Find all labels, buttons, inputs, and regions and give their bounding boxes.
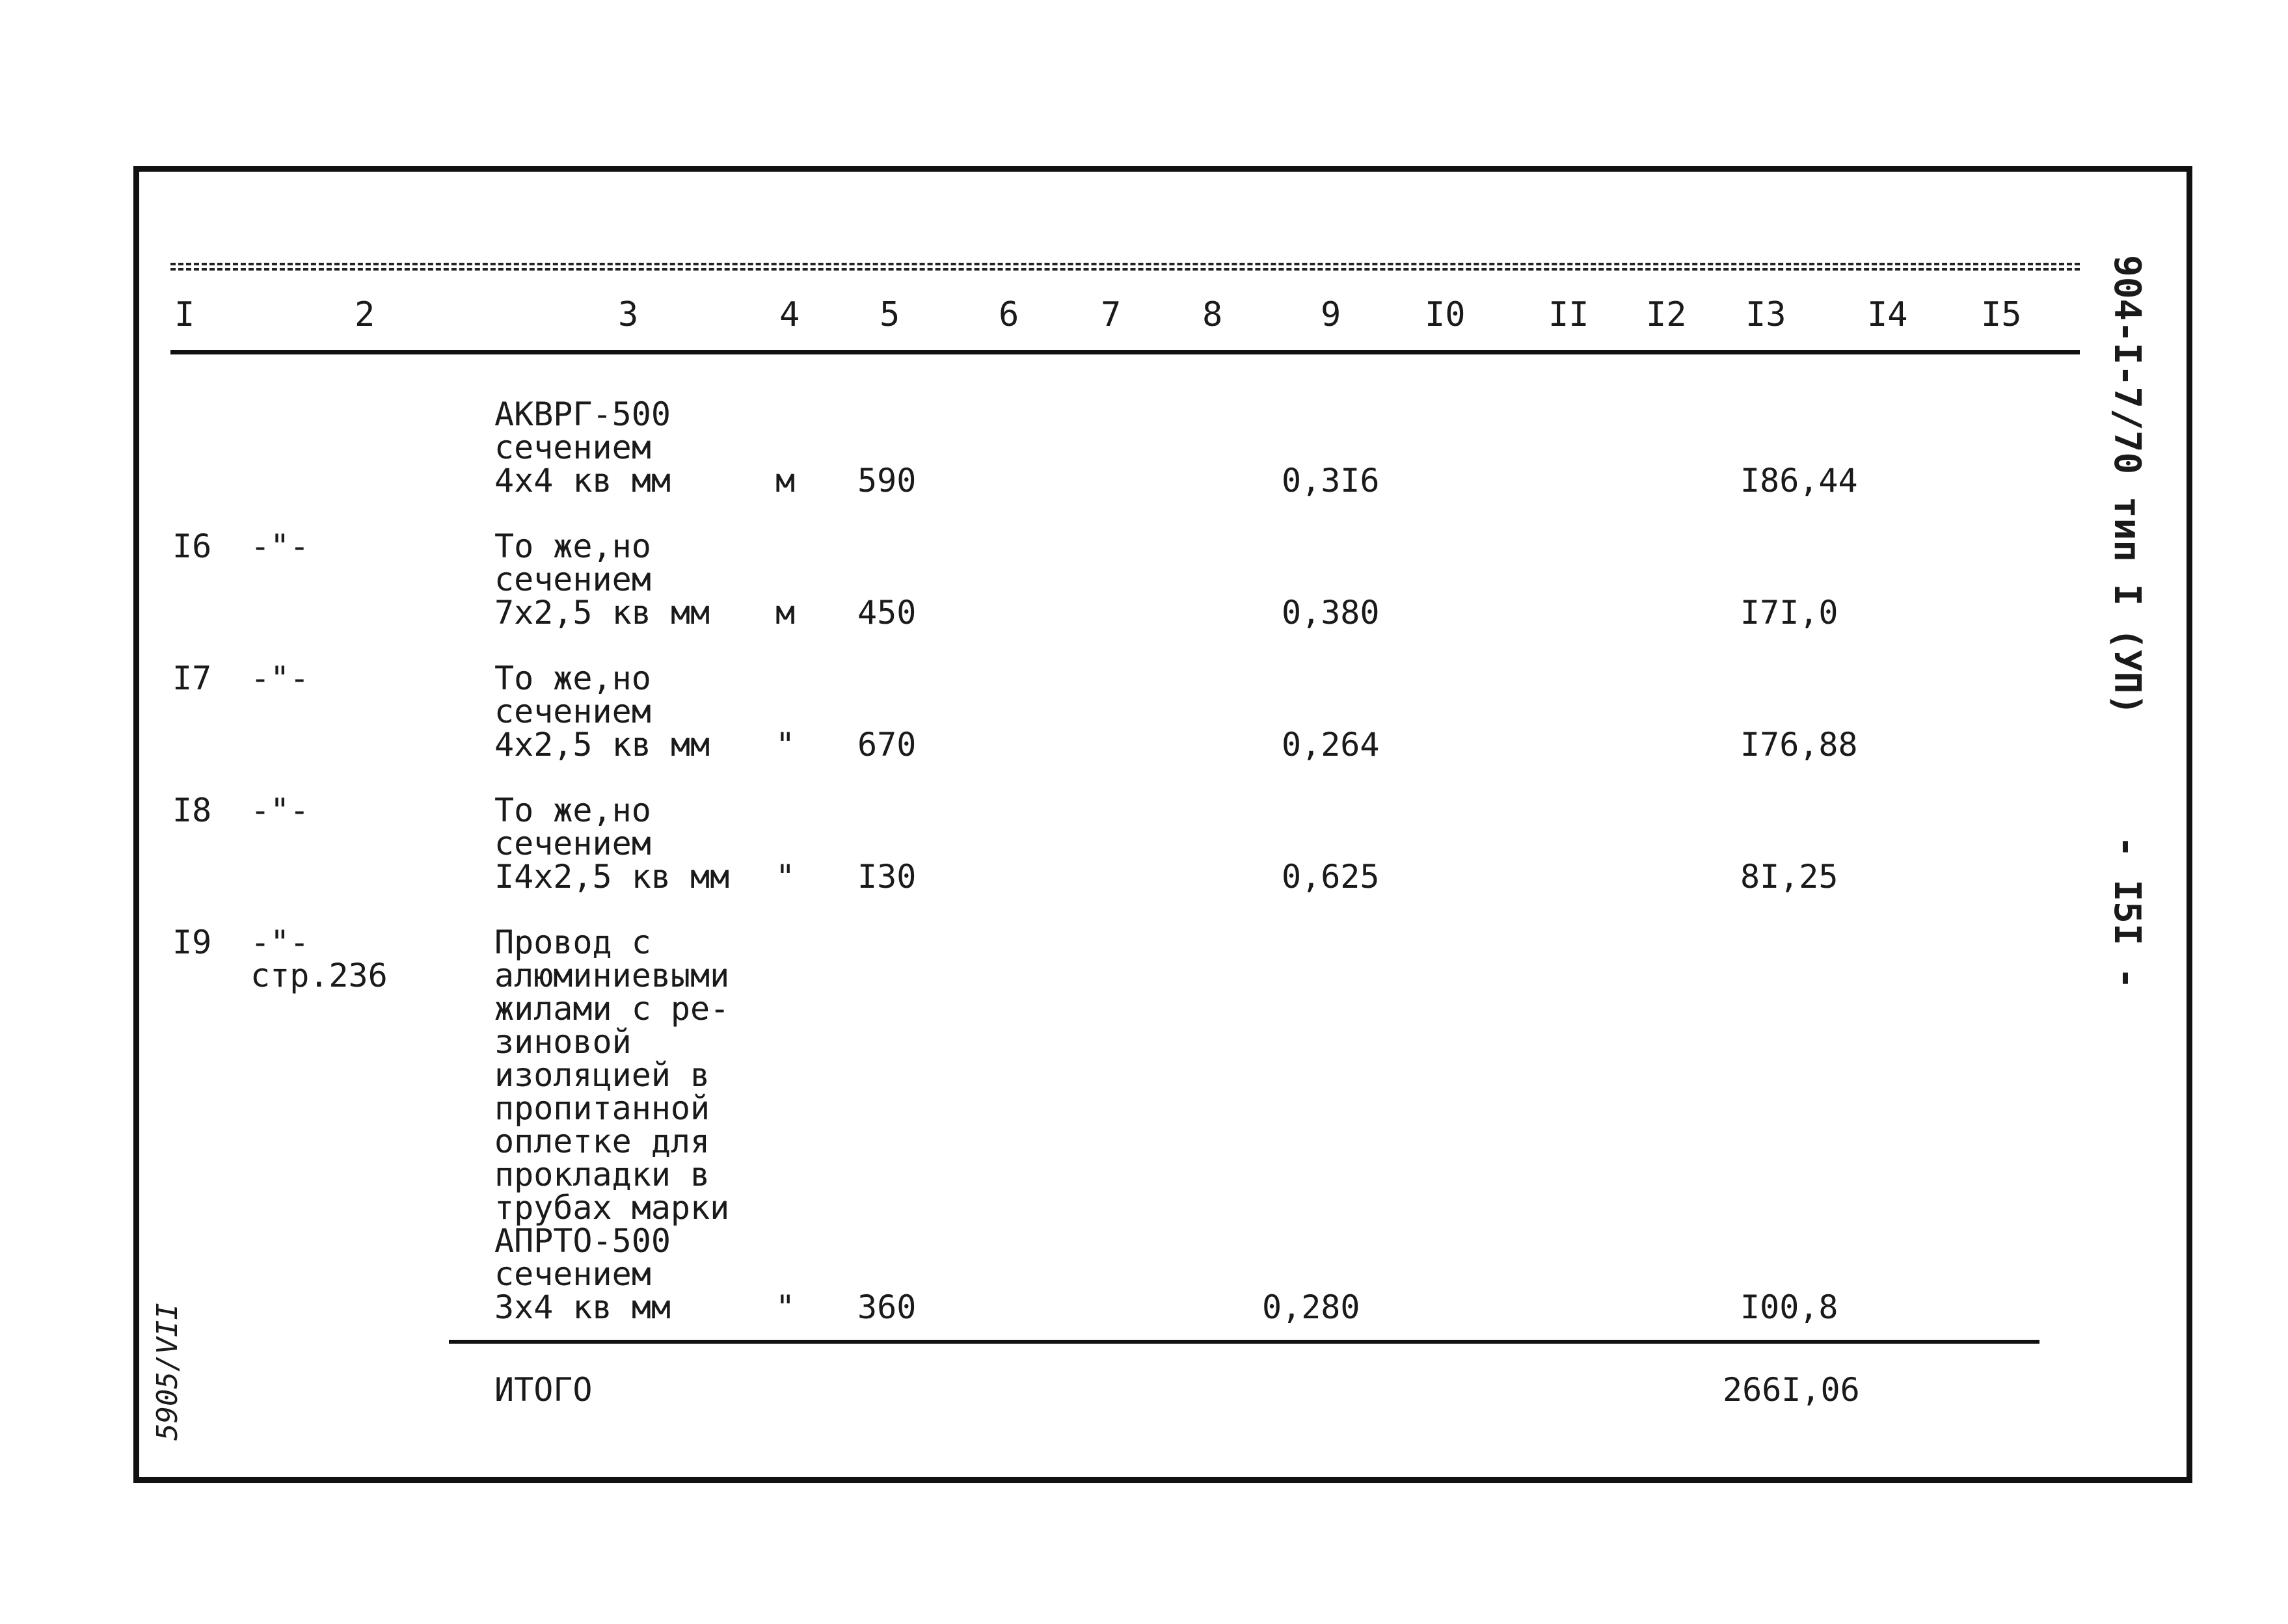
row-price: 0,264 bbox=[1282, 726, 1380, 764]
row-unit: м bbox=[775, 594, 796, 632]
row-quantity: 360 bbox=[857, 1288, 917, 1326]
row-unit: " bbox=[775, 1288, 796, 1326]
row-total: I00,8 bbox=[1740, 1288, 1838, 1326]
row-unit: м bbox=[775, 462, 796, 499]
row-price: 0,3I6 bbox=[1282, 462, 1380, 499]
row-description: То же,но сечением I4х2,5 кв мм bbox=[494, 792, 730, 896]
row-reference: -"- bbox=[250, 792, 310, 829]
row-number: I6 bbox=[172, 527, 212, 565]
row-price: 0,280 bbox=[1262, 1288, 1360, 1326]
row-total: I7I,0 bbox=[1740, 594, 1838, 632]
row-quantity: 670 bbox=[857, 726, 917, 764]
col-header-14: I4 bbox=[1867, 295, 1908, 334]
row-quantity: 450 bbox=[857, 594, 917, 632]
row-unit: " bbox=[775, 858, 796, 896]
side-stamp: 904-I-7/70 тип I (УП) bbox=[2106, 255, 2148, 716]
row-total: I76,88 bbox=[1740, 726, 1858, 764]
margin-note: 5905/VII bbox=[151, 1303, 184, 1441]
row-total: 8I,25 bbox=[1740, 858, 1838, 896]
col-header-1: I bbox=[174, 295, 195, 334]
col-header-15: I5 bbox=[1981, 295, 2022, 334]
row-number: I7 bbox=[172, 659, 212, 697]
total-rule bbox=[449, 1340, 2039, 1344]
page-frame bbox=[133, 166, 2192, 1483]
col-header-10: I0 bbox=[1425, 295, 1466, 334]
row-total: I86,44 bbox=[1740, 462, 1858, 499]
col-header-2: 2 bbox=[355, 295, 375, 334]
col-header-13: I3 bbox=[1745, 295, 1786, 334]
col-header-5: 5 bbox=[880, 295, 900, 334]
row-quantity: I30 bbox=[857, 858, 917, 896]
col-header-3: 3 bbox=[618, 295, 639, 334]
row-description: То же,но сечением 4х2,5 кв мм bbox=[494, 659, 710, 764]
col-header-4: 4 bbox=[779, 295, 800, 334]
col-header-9: 9 bbox=[1321, 295, 1341, 334]
header-rule bbox=[170, 350, 2080, 354]
col-header-12: I2 bbox=[1646, 295, 1687, 334]
row-reference: -"- стр.236 bbox=[250, 924, 388, 994]
page-number: - I5I - bbox=[2106, 836, 2148, 990]
row-reference: -"- bbox=[250, 527, 310, 565]
row-number: I8 bbox=[172, 792, 212, 829]
col-header-6: 6 bbox=[999, 295, 1019, 334]
header-dashed-rule bbox=[170, 263, 2080, 271]
row-description: АКВРГ-500 сечением 4х4 кв мм bbox=[494, 395, 671, 499]
row-number: I9 bbox=[172, 924, 212, 961]
row-reference: -"- bbox=[250, 659, 310, 697]
row-description: Провод с алюминиевыми жилами с ре- зиновой изоляцией в пропитанной оплетке для прокладки в трубах марки АПРТО-500 сечением 3х4 кв мм bbox=[494, 924, 730, 1326]
row-price: 0,380 bbox=[1282, 594, 1380, 632]
total-label: ИТОГО bbox=[494, 1371, 593, 1409]
col-header-7: 7 bbox=[1101, 295, 1122, 334]
col-header-8: 8 bbox=[1202, 295, 1223, 334]
total-value: 266I,06 bbox=[1723, 1371, 1860, 1409]
row-price: 0,625 bbox=[1282, 858, 1380, 896]
row-unit: " bbox=[775, 726, 796, 764]
row-quantity: 590 bbox=[857, 462, 917, 499]
col-header-11: II bbox=[1548, 295, 1589, 334]
row-description: То же,но сечением 7х2,5 кв мм bbox=[494, 527, 710, 632]
